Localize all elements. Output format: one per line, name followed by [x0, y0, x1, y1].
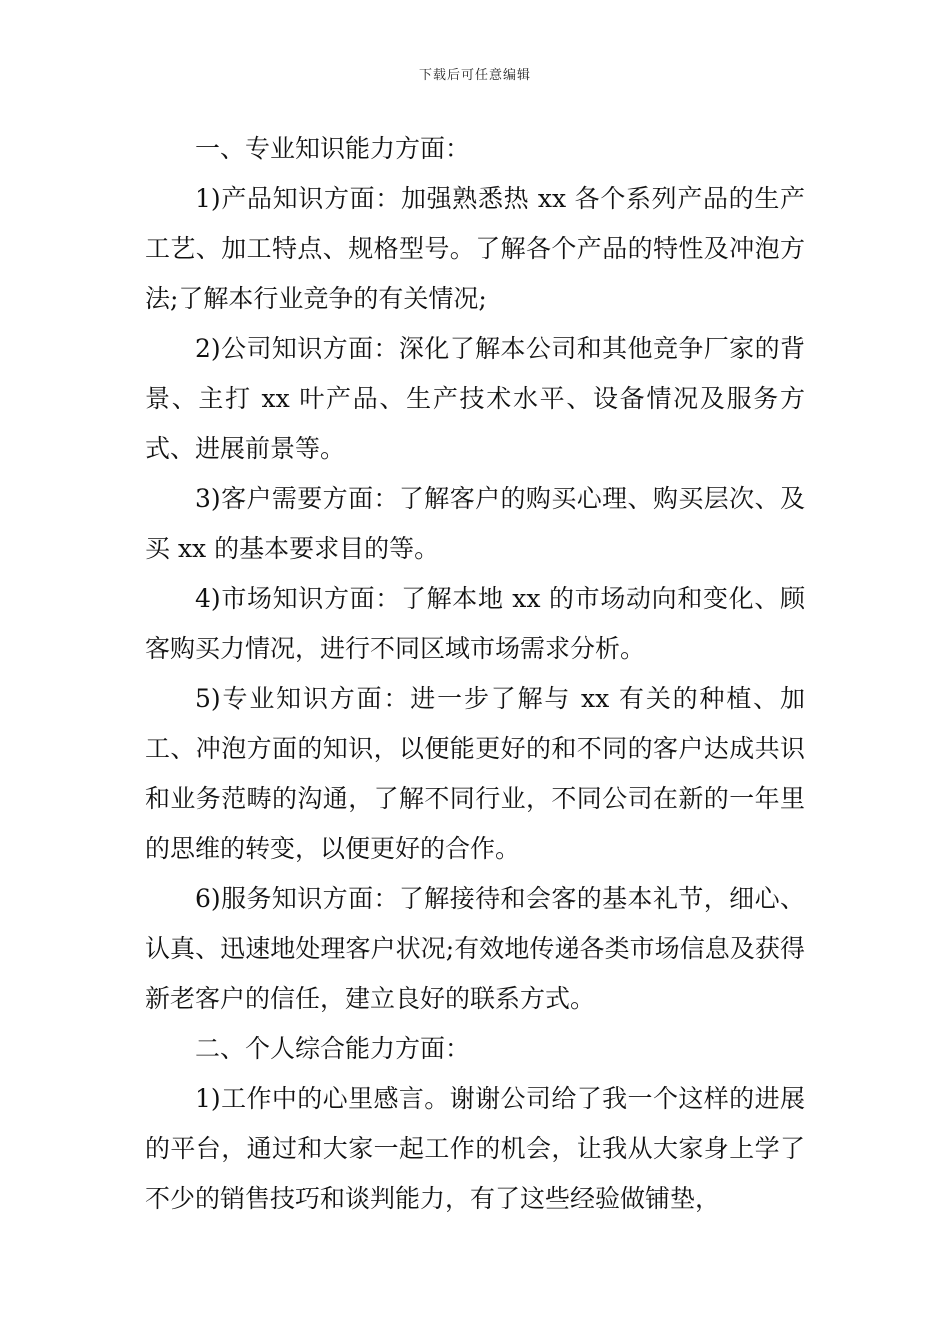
- paragraph-professional-knowledge: 5)专业知识方面：进一步了解与 xx 有关的种植、加工、冲泡方面的知识，以便能更好的和不同的客户达成共识和业务范畴的沟通，了解不同行业，不同公司在新的一年里的思维的转变，以便更好的合作。: [145, 684, 805, 863]
- paragraph-company-knowledge: 2)公司知识方面：深化了解本公司和其他竞争厂家的背景、主打 xx 叶产品、生产技术水平、设备情况及服务方式、进展前景等。: [145, 334, 805, 463]
- paragraph-work-reflection: 1)工作中的心里感言。谢谢公司给了我一个这样的进展的平台，通过和大家一起工作的机会，让我从大家身上学了不少的销售技巧和谈判能力，有了这些经验做铺垫，: [145, 1084, 805, 1213]
- paragraph-customer-needs: 3)客户需要方面：了解客户的购买心理、购买层次、及买 xx 的基本要求目的等。: [145, 484, 805, 563]
- document-body: [145, 124, 805, 1224]
- paragraph-product-knowledge: 1)产品知识方面：加强熟悉热 xx 各个系列产品的生产工艺、加工特点、规格型号。了解各个产品的特性及冲泡方法;了解本行业竞争的有关情况;: [145, 184, 805, 313]
- section-heading-professional-knowledge: 一、专业知识能力方面：: [195, 134, 471, 163]
- paragraph-market-knowledge: 4)市场知识方面：了解本地 xx 的市场动向和变化、顾客购买力情况，进行不同区域市场需求分析。: [145, 584, 805, 663]
- section-heading-personal-ability: 二、个人综合能力方面：: [195, 1034, 471, 1063]
- page-header: 下载后可任意编辑: [418, 68, 531, 83]
- paragraph-service-knowledge: 6)服务知识方面：了解接待和会客的基本礼节，细心、认真、迅速地处理客户状况;有效地传递各类市场信息及获得新老客户的信任，建立良好的联系方式。: [145, 884, 805, 1013]
